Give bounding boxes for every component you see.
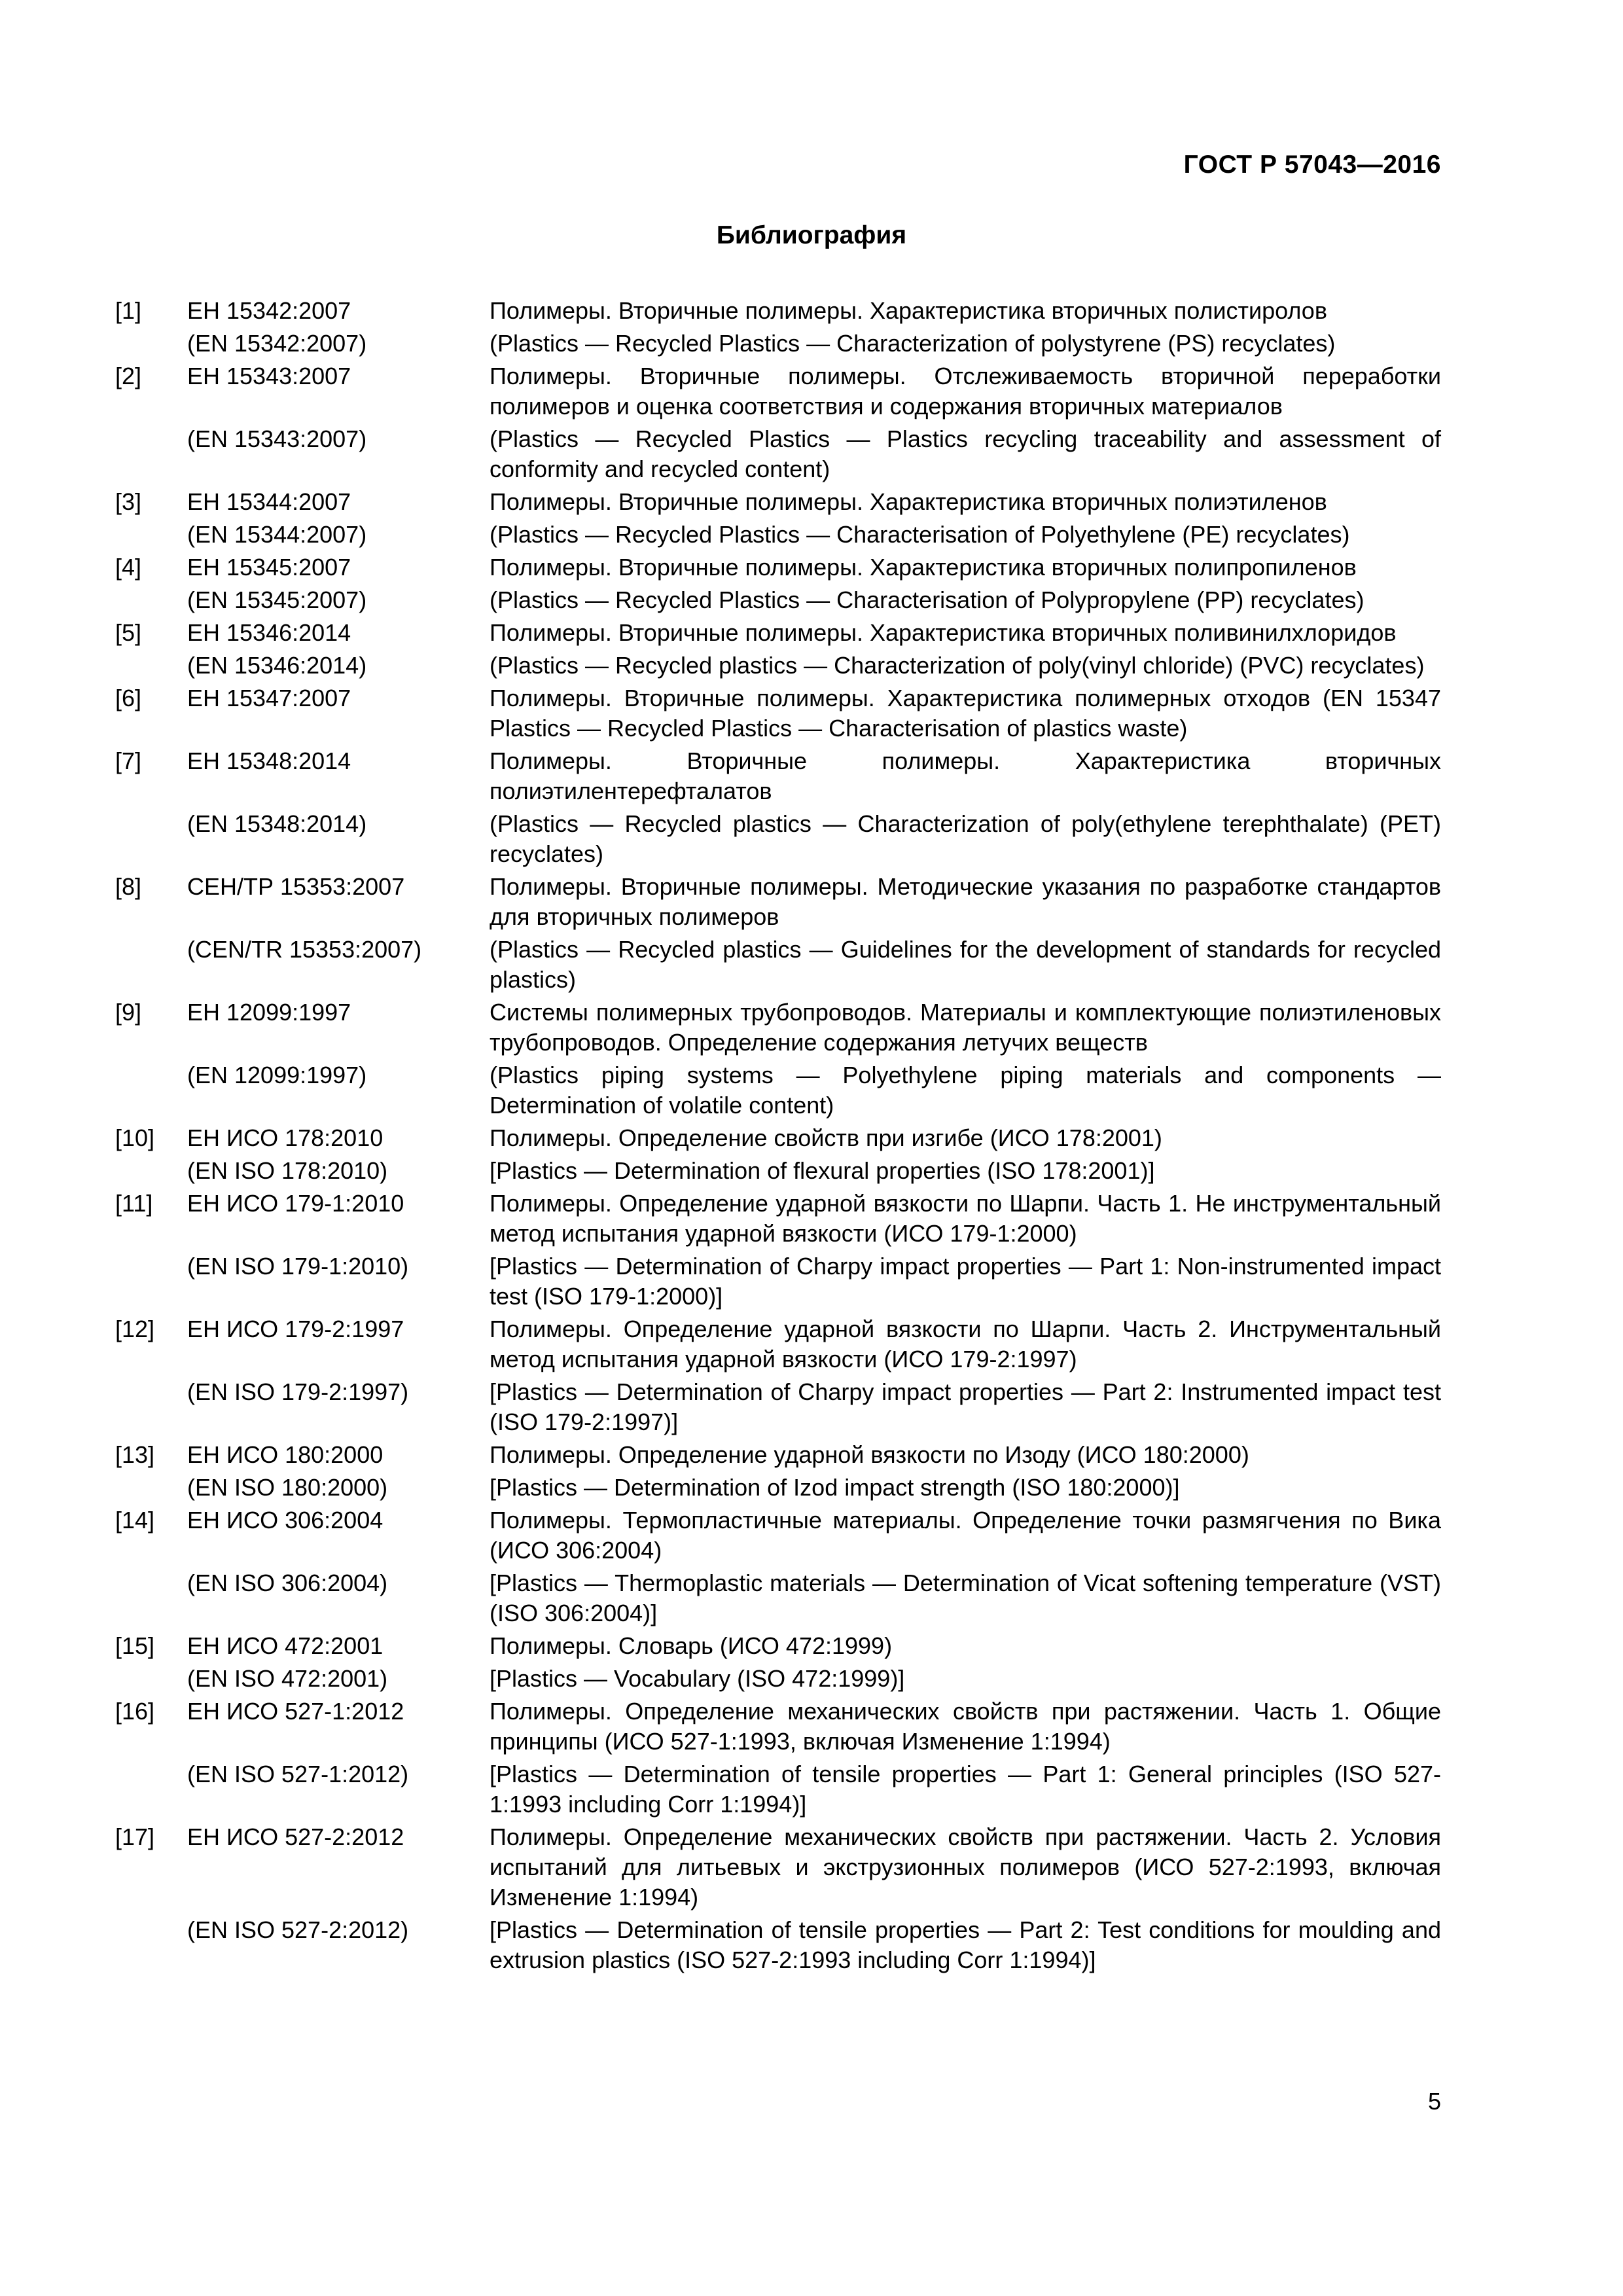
reference-row-ru — [115, 1694, 1441, 1757]
reference-number: [16] — [115, 1698, 155, 1725]
reference-row-en — [115, 1249, 1441, 1312]
reference-title-ru: Полимеры. Словарь (ИСО 472:1999) — [490, 1632, 893, 1659]
reference-row-en — [115, 1153, 1441, 1186]
reference-title-ru: Полимеры. Вторичные полимеры. Характеристика полимерных отходов (EN 15347 Plastics — Recycled Plastics — Characterisation of plastics waste) — [490, 685, 1441, 742]
reference-number-spacer — [115, 648, 187, 681]
reference-code-en: (EN 15343:2007) — [187, 425, 367, 452]
reference-code-ru: ЕН 15345:2007 — [187, 554, 351, 581]
reference-row-ru — [115, 484, 1441, 517]
reference-row-en — [115, 1566, 1441, 1628]
reference-code-ru: ЕН 12099:1997 — [187, 999, 351, 1026]
reference-number-spacer — [115, 1153, 187, 1186]
reference-code-en: (EN ISO 180:2000) — [187, 1474, 388, 1501]
reference-row-ru — [115, 615, 1441, 648]
reference-row-ru — [115, 359, 1441, 422]
reference-code-ru: ЕН 15347:2007 — [187, 685, 351, 711]
reference-title-en: [Plastics — Vocabulary (ISO 472:1999)] — [490, 1665, 905, 1692]
reference-code-en: (EN ISO 179-1:2010) — [187, 1253, 409, 1280]
reference-code-en: (EN 15348:2014) — [187, 810, 367, 837]
reference-row-ru — [115, 1312, 1441, 1374]
reference-number: [2] — [115, 363, 142, 389]
reference-code-ru: ЕН ИСО 180:2000 — [187, 1441, 383, 1468]
reference-number: [5] — [115, 619, 142, 646]
reference-code-ru: ЕН ИСО 306:2004 — [187, 1507, 383, 1534]
reference-code-en: (EN 12099:1997) — [187, 1062, 367, 1088]
reference-number: [9] — [115, 999, 142, 1026]
reference-row-en — [115, 326, 1441, 359]
reference-row-en — [115, 1661, 1441, 1694]
reference-number-spacer — [115, 326, 187, 359]
reference-number-spacer — [115, 1757, 187, 1820]
reference-title-ru: Полимеры. Вторичные полимеры. Отслеживаемость вторичной переработки полимеров и оценка соответствия и содержания вторичных материалов — [490, 363, 1441, 420]
reference-row-en — [115, 1374, 1441, 1437]
reference-title-en: (Plastics — Recycled Plastics — Characterisation of Polyethylene (PE) recyclates) — [490, 521, 1350, 548]
reference-row-en — [115, 1912, 1441, 1975]
reference-number-spacer — [115, 1249, 187, 1312]
reference-row-ru — [115, 1186, 1441, 1249]
reference-title-ru: Полимеры. Вторичные полимеры. Характеристика вторичных полиэтиленов — [490, 488, 1327, 515]
reference-number: [10] — [115, 1124, 155, 1151]
reference-title-en: (Plastics — Recycled Plastics — Plastics recycling traceability and assessment of conformity and recycled content) — [490, 425, 1441, 482]
reference-title-en: (Plastics — Recycled plastics — Characterization of poly(vinyl chloride) (PVC) recyclates) — [490, 652, 1425, 679]
reference-number: [15] — [115, 1632, 155, 1659]
reference-number: [12] — [115, 1316, 155, 1342]
reference-number-spacer — [115, 1470, 187, 1503]
reference-number: [7] — [115, 747, 142, 774]
reference-number-spacer — [115, 1566, 187, 1628]
reference-row-ru — [115, 293, 1441, 326]
reference-code-en: (EN ISO 179-2:1997) — [187, 1378, 409, 1405]
reference-title-en: [Plastics — Determination of Charpy impact properties — Part 2: Instrumented impact test (ISO 179-2:1997)] — [490, 1378, 1441, 1435]
reference-row-ru — [115, 869, 1441, 932]
reference-title-ru: Полимеры. Определение ударной вязкости по Изоду (ИСО 180:2000) — [490, 1441, 1249, 1468]
reference-title-en: [Plastics — Determination of tensile properties — Part 1: General principles (ISO 527-1:1993 including Corr 1:1994)] — [490, 1761, 1441, 1818]
reference-title-ru: Полимеры. Вторичные полимеры. Характеристика вторичных полиэтилентерефталатов — [490, 747, 1441, 804]
reference-number-spacer — [115, 1058, 187, 1121]
reference-code-en: (EN ISO 306:2004) — [187, 1570, 388, 1596]
reference-row-ru — [115, 744, 1441, 806]
reference-code-ru: ЕН ИСО 527-2:2012 — [187, 1823, 404, 1850]
reference-title-ru: Полимеры. Вторичные полимеры. Характеристика вторичных полипропиленов — [490, 554, 1357, 581]
reference-title-en: [Plastics — Determination of flexural properties (ISO 178:2001)] — [490, 1157, 1155, 1184]
reference-title-en: (Plastics — Recycled plastics — Guidelines for the development of standards for recycled plastics) — [490, 936, 1441, 993]
reference-row-en — [115, 583, 1441, 615]
reference-code-ru: ЕН ИСО 472:2001 — [187, 1632, 383, 1659]
reference-title-en: [Plastics — Determination of tensile properties — Part 2: Test conditions for moulding and extrusion plastics (ISO 527-2:1993 including Corr 1:1994)] — [490, 1916, 1441, 1973]
reference-row-en — [115, 1470, 1441, 1503]
reference-number-spacer — [115, 583, 187, 615]
reference-number-spacer — [115, 517, 187, 550]
bibliography-table — [115, 293, 1441, 1975]
reference-row-ru — [115, 1820, 1441, 1912]
reference-title-ru: Полимеры. Определение свойств при изгибе (ИСО 178:2001) — [490, 1124, 1162, 1151]
reference-code-ru: ЕН 15348:2014 — [187, 747, 351, 774]
reference-number: [4] — [115, 554, 142, 581]
reference-code-en: (EN ISO 527-2:2012) — [187, 1916, 409, 1943]
reference-title-ru: Полимеры. Вторичные полимеры. Характеристика вторичных полистиролов — [490, 297, 1327, 324]
reference-number: [14] — [115, 1507, 155, 1534]
reference-number: [8] — [115, 873, 142, 900]
reference-title-ru: Полимеры. Определение механических свойств при растяжении. Часть 1. Общие принципы (ИСО 527-1:1993, включая Изменение 1:1994) — [490, 1698, 1441, 1755]
page-number: 5 — [1427, 2088, 1441, 2115]
reference-code-en: (CEN/TR 15353:2007) — [187, 936, 422, 963]
reference-title-en: [Plastics — Determination of Charpy impact properties — Part 1: Non-instrumented impact test (ISO 179-1:2000)] — [490, 1253, 1441, 1310]
bibliography-body — [115, 293, 1441, 1975]
reference-number-spacer — [115, 1661, 187, 1694]
reference-row-ru — [115, 1437, 1441, 1470]
reference-row-en — [115, 932, 1441, 995]
reference-number: [1] — [115, 297, 142, 324]
reference-row-ru — [115, 1121, 1441, 1153]
reference-row-en — [115, 648, 1441, 681]
reference-code-en: (EN 15346:2014) — [187, 652, 367, 679]
reference-number-spacer — [115, 932, 187, 995]
reference-code-ru: ЕН 15346:2014 — [187, 619, 351, 646]
reference-code-en: (EN ISO 527-1:2012) — [187, 1761, 409, 1787]
reference-title-ru: Системы полимерных трубопроводов. Материалы и комплектующие полиэтиленовых трубопроводов. Определение содержания летучих веществ — [490, 999, 1441, 1056]
reference-code-ru: ЕН ИСО 178:2010 — [187, 1124, 383, 1151]
reference-number: [11] — [115, 1190, 153, 1217]
reference-row-en — [115, 422, 1441, 484]
reference-title-ru: Полимеры. Определение ударной вязкости по Шарпи. Часть 2. Инструментальный метод испытания ударной вязкости (ИСО 179-2:1997) — [490, 1316, 1441, 1372]
reference-code-ru: ЕН 15343:2007 — [187, 363, 351, 389]
reference-number-spacer — [115, 806, 187, 869]
reference-code-ru: ЕН ИСО 527-1:2012 — [187, 1698, 404, 1725]
standard-code-header: ГОСТ Р 57043—2016 — [1183, 151, 1441, 179]
reference-code-ru: ЕН 15344:2007 — [187, 488, 351, 515]
reference-title-en: (Plastics piping systems — Polyethylene piping materials and components — Determination of volatile content) — [490, 1062, 1441, 1119]
reference-title-en: [Plastics — Determination of Izod impact strength (ISO 180:2000)] — [490, 1474, 1180, 1501]
reference-title-ru: Полимеры. Определение механических свойств при растяжении. Часть 2. Условия испытаний для литьевых и экструзионных полимеров (ИСО 527-2:1993, включая Изменение 1:1994) — [490, 1823, 1441, 1910]
reference-title-en: (Plastics — Recycled Plastics — Characterization of polystyrene (PS) recyclates) — [490, 330, 1336, 357]
reference-title-ru: Полимеры. Вторичные полимеры. Методические указания по разработке стандартов для вторичных полимеров — [490, 873, 1441, 930]
reference-row-en — [115, 1058, 1441, 1121]
reference-title-ru: Полимеры. Определение ударной вязкости по Шарпи. Часть 1. Не инструментальный метод испытания ударной вязкости (ИСО 179-1:2000) — [490, 1190, 1441, 1247]
reference-number: [3] — [115, 488, 142, 515]
reference-title-en: [Plastics — Thermoplastic materials — Determination of Vicat softening temperature (VST) (ISO 306:2004)] — [490, 1570, 1441, 1626]
reference-number-spacer — [115, 1374, 187, 1437]
section-title: Библиография — [716, 221, 907, 249]
reference-number: [13] — [115, 1441, 155, 1468]
reference-row-ru — [115, 550, 1441, 583]
reference-number-spacer — [115, 422, 187, 484]
reference-title-ru: Полимеры. Вторичные полимеры. Характеристика вторичных поливинилхлоридов — [490, 619, 1397, 646]
reference-number: [6] — [115, 685, 142, 711]
reference-title-ru: Полимеры. Термопластичные материалы. Определение точки размягчения по Вика (ИСО 306:2004) — [490, 1507, 1441, 1564]
reference-title-en: (Plastics — Recycled plastics — Characterization of poly(ethylene terephthalate) (PET) recyclates) — [490, 810, 1441, 867]
reference-title-en: (Plastics — Recycled Plastics — Characterisation of Polypropylene (PP) recyclates) — [490, 586, 1364, 613]
reference-code-ru: ЕН ИСО 179-1:2010 — [187, 1190, 404, 1217]
reference-row-en — [115, 1757, 1441, 1820]
reference-row-ru — [115, 1628, 1441, 1661]
reference-code-en: (EN ISO 472:2001) — [187, 1665, 388, 1692]
reference-number: [17] — [115, 1823, 155, 1850]
reference-code-en: (EN 15342:2007) — [187, 330, 367, 357]
reference-row-en — [115, 806, 1441, 869]
reference-code-ru: ЕН 15342:2007 — [187, 297, 351, 324]
reference-row-ru — [115, 1503, 1441, 1566]
reference-code-ru: СЕН/ТР 15353:2007 — [187, 873, 405, 900]
reference-number-spacer — [115, 1912, 187, 1975]
reference-row-ru — [115, 681, 1441, 744]
reference-code-en: (EN 15345:2007) — [187, 586, 367, 613]
reference-code-ru: ЕН ИСО 179-2:1997 — [187, 1316, 404, 1342]
reference-row-en — [115, 517, 1441, 550]
reference-row-ru — [115, 995, 1441, 1058]
reference-code-en: (EN ISO 178:2010) — [187, 1157, 388, 1184]
reference-code-en: (EN 15344:2007) — [187, 521, 367, 548]
